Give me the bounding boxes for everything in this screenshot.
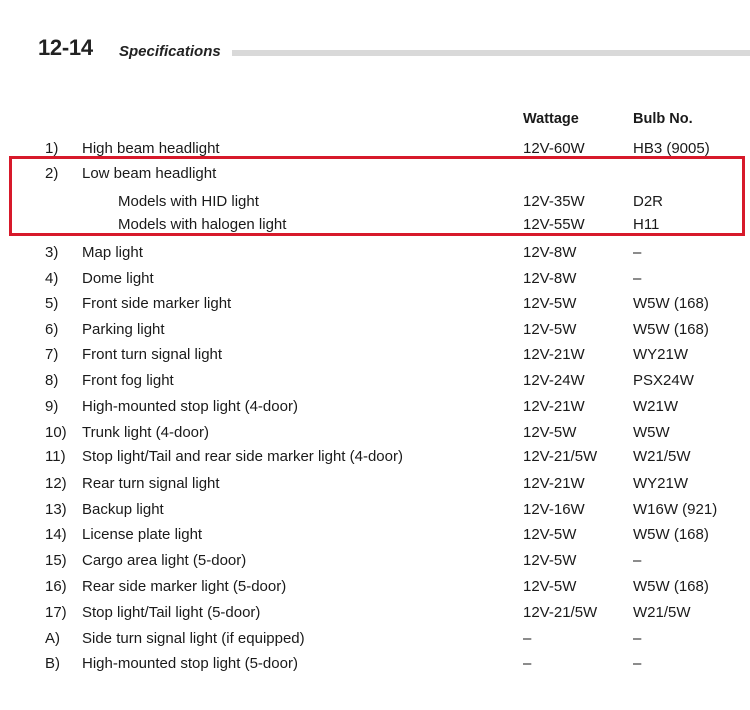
light-name: Map light [82, 244, 143, 261]
bulb-number: W5W (168) [633, 295, 709, 312]
light-name: Side turn signal light (if equipped) [82, 630, 305, 647]
light-name: License plate light [82, 526, 203, 543]
wattage-value: 12V-21/5W [523, 448, 598, 465]
light-name: Cargo area light (5-door) [82, 552, 247, 569]
column-header-bulb: Bulb No. [633, 111, 693, 127]
row-number: 12) [45, 475, 67, 492]
table-row [0, 422, 750, 446]
header-rule [232, 50, 750, 56]
wattage-value: 12V-5W [523, 424, 577, 441]
table-row [0, 293, 750, 317]
row-number: 9) [45, 398, 59, 415]
bulb-number: W5W (168) [633, 578, 709, 595]
bulb-number: PSX24W [633, 372, 694, 389]
table-row [0, 268, 750, 292]
table-row [0, 628, 750, 652]
light-name: Rear side marker light (5-door) [82, 578, 287, 595]
bulb-number: W21/5W [633, 448, 691, 465]
bulb-number: W5W [633, 424, 670, 441]
column-header-wattage: Wattage [523, 111, 579, 127]
table-row [0, 446, 750, 470]
row-number: 8) [45, 372, 59, 389]
wattage-value: 12V-8W [523, 244, 577, 261]
light-name: Models with HID light [118, 193, 259, 210]
row-number: 7) [45, 346, 59, 363]
light-name: Front side marker light [82, 295, 232, 312]
bulb-number: W21W [633, 398, 678, 415]
light-name: High beam headlight [82, 140, 220, 157]
wattage-value: 12V-24W [523, 372, 585, 389]
light-name: High-mounted stop light (4-door) [82, 398, 298, 415]
wattage-value: 12V-8W [523, 270, 577, 287]
light-name: Models with halogen light [118, 216, 287, 233]
bulb-number: W5W (168) [633, 321, 709, 338]
table-row [0, 242, 750, 266]
table-row [0, 370, 750, 394]
light-name: High-mounted stop light (5-door) [82, 655, 298, 672]
light-name: Stop light/Tail and rear side marker light (4-door) [82, 448, 403, 465]
highlight-box-low-beam [9, 156, 745, 236]
wattage-value: 12V-60W [523, 140, 585, 157]
table-row [0, 602, 750, 626]
table-row [0, 319, 750, 343]
wattage-value: 12V-16W [523, 501, 585, 518]
bulb-number: HB3 (9005) [633, 140, 710, 157]
row-number: B) [45, 655, 60, 672]
bulb-number: W16W (921) [633, 501, 718, 518]
table-row [0, 396, 750, 420]
bulb-number: – [633, 244, 642, 261]
row-number: 4) [45, 270, 59, 287]
wattage-value: 12V-5W [523, 578, 577, 595]
light-name: Rear turn signal light [82, 475, 220, 492]
wattage-value: 12V-21W [523, 346, 585, 363]
bulb-number: WY21W [633, 346, 689, 363]
light-name: Dome light [82, 270, 154, 287]
wattage-value: 12V-5W [523, 321, 577, 338]
row-number: 14) [45, 526, 67, 543]
wattage-value: 12V-5W [523, 295, 577, 312]
table-row [0, 524, 750, 548]
table-row [0, 576, 750, 600]
row-number: 17) [45, 604, 67, 621]
bulb-number: WY21W [633, 475, 689, 492]
row-number: 15) [45, 552, 67, 569]
light-name: Stop light/Tail light (5-door) [82, 604, 261, 621]
table-row [0, 653, 750, 677]
page-header [0, 0, 750, 70]
bulb-number: – [633, 655, 642, 672]
wattage-value: 12V-21W [523, 475, 585, 492]
section-title: Specifications [119, 43, 221, 60]
row-number: 5) [45, 295, 59, 312]
wattage-value: 12V-21/5W [523, 604, 598, 621]
light-name: Low beam headlight [82, 165, 217, 182]
bulb-number: – [633, 630, 642, 647]
table-row [0, 550, 750, 574]
row-number: 10) [45, 424, 67, 441]
wattage-value: 12V-35W [523, 193, 585, 210]
wattage-value: – [523, 655, 532, 672]
bulb-number: W21/5W [633, 604, 691, 621]
bulb-number: – [633, 270, 642, 287]
light-name: Front turn signal light [82, 346, 223, 363]
page-number: 12-14 [38, 35, 93, 60]
light-name: Parking light [82, 321, 165, 338]
bulb-number: H11 [633, 216, 660, 233]
row-number: A) [45, 630, 60, 647]
light-name: Front fog light [82, 372, 174, 389]
light-name: Backup light [82, 501, 164, 518]
bulb-number: W5W (168) [633, 526, 709, 543]
table-row [0, 344, 750, 368]
light-name: Trunk light (4-door) [82, 424, 209, 441]
wattage-value: 12V-55W [523, 216, 585, 233]
bulb-number: – [633, 552, 642, 569]
row-number: 2) [45, 165, 59, 182]
row-number: 1) [45, 140, 59, 157]
row-number: 16) [45, 578, 67, 595]
row-number: 3) [45, 244, 59, 261]
row-number: 11) [45, 448, 66, 465]
row-number: 13) [45, 501, 67, 518]
table-row [0, 473, 750, 497]
wattage-value: 12V-21W [523, 398, 585, 415]
table-row [0, 499, 750, 523]
bulb-number: D2R [633, 193, 664, 210]
row-number: 6) [45, 321, 59, 338]
wattage-value: – [523, 630, 532, 647]
wattage-value: 12V-5W [523, 526, 577, 543]
wattage-value: 12V-5W [523, 552, 577, 569]
